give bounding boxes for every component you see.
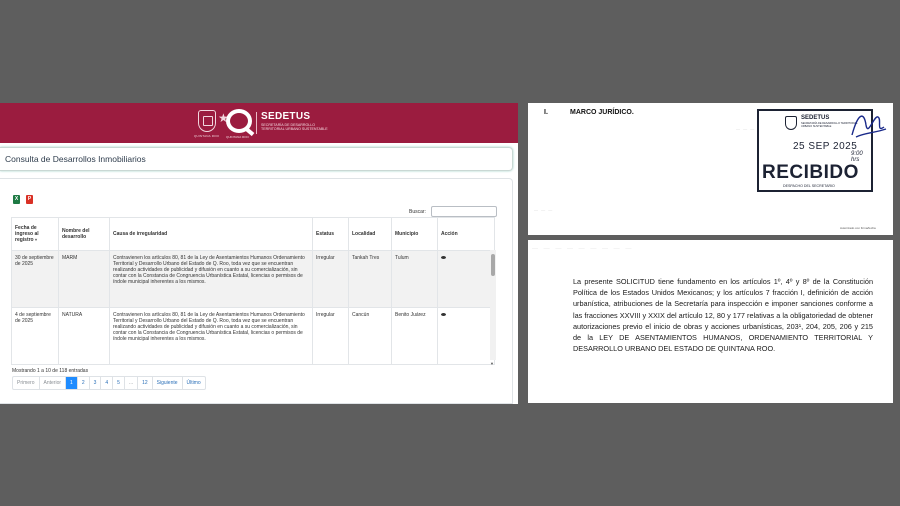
cell-municipio: Tulum xyxy=(392,251,438,308)
pagination-page[interactable]: 12 xyxy=(138,377,153,389)
pagination-first[interactable]: Primero xyxy=(13,377,40,389)
cell-localidad: Cancún xyxy=(349,308,392,365)
signature-icon xyxy=(848,107,888,147)
cell-accion xyxy=(438,308,495,365)
stamp-brand: SEDETUS xyxy=(801,115,830,121)
page-title: Consulta de Desarrollos Inmobiliarios xyxy=(5,154,146,164)
column-header-nombre[interactable]: Nombre del desarrollo xyxy=(59,218,110,251)
excel-export-icon[interactable]: X xyxy=(14,196,19,202)
quintana-roo-logo-icon xyxy=(226,109,252,133)
document-footer: Autorizado con firma/fecha xyxy=(840,226,876,230)
faint-text: — — — xyxy=(736,126,756,131)
cell-fecha: 4 de septiembre de 2025 xyxy=(12,308,59,365)
entries-info: Mostrando 1 a 10 de 118 entradas xyxy=(12,368,89,374)
developments-table xyxy=(11,217,495,365)
column-header-localidad[interactable]: Localidad xyxy=(349,218,392,251)
page-title-card xyxy=(0,147,513,171)
header-banner xyxy=(0,103,518,143)
q-logo-caption: QUINTANA ROO xyxy=(226,135,249,139)
pagination-page[interactable]: 4 xyxy=(101,377,113,389)
column-header-causa[interactable]: Causa de irregularidad xyxy=(110,218,313,251)
pagination-next[interactable]: Siguiente xyxy=(153,377,183,389)
column-header-fecha[interactable]: Fecha de ingreso al registro ▾ xyxy=(12,218,59,251)
scrollbar-thumb[interactable] xyxy=(491,254,495,276)
pagination-prev[interactable]: Anterior xyxy=(40,377,67,389)
document-text-panel xyxy=(528,240,893,403)
search-input[interactable] xyxy=(431,206,497,217)
seal-caption: QUINTANA ROO xyxy=(194,134,220,138)
table-scrollbar[interactable] xyxy=(490,250,496,360)
eye-icon[interactable] xyxy=(441,313,446,316)
pagination-ellipsis: ... xyxy=(125,377,138,389)
pagination-page[interactable]: 5 xyxy=(113,377,125,389)
cell-estatus: Irregular xyxy=(313,308,349,365)
column-header-accion: Acción xyxy=(438,218,495,251)
eye-icon[interactable] xyxy=(441,256,446,259)
cell-estatus: Irregular xyxy=(313,251,349,308)
stamp-time: 9:00 hrs xyxy=(851,151,863,163)
pagination xyxy=(12,376,206,390)
cell-nombre: NATURA xyxy=(59,308,110,365)
sedetus-web-panel xyxy=(0,103,518,404)
cell-accion xyxy=(438,251,495,308)
pagination-page[interactable]: 3 xyxy=(90,377,102,389)
cell-municipio: Benito Juárez xyxy=(392,308,438,365)
stamp-recibido: RECIBIDO xyxy=(762,162,859,183)
pagination-last[interactable]: Último xyxy=(186,380,201,386)
table-row xyxy=(12,308,495,365)
pagination-page[interactable]: 2 xyxy=(78,377,90,389)
document-stamp-panel xyxy=(528,103,893,235)
cell-nombre: MARM xyxy=(59,251,110,308)
table-header-row xyxy=(12,218,495,251)
cell-causa: Contravienen los artículos 80, 81 de la Ley de Asentamientos Humanos Ordenamiento Territorial y Desarrollo Urbano del Estado de Q. Roo, toda vez que se encuentran realizando actividades de publicidad y difusión en cuanto a su comercialización, sin contar con la Constancia de Congruencia Urbanística Estatal, licencias o permisos de índole municipal inherentes a los mismos. xyxy=(110,251,313,308)
faint-text: — — — — — — — — — xyxy=(532,246,634,252)
section-number: I. xyxy=(544,109,548,116)
faint-text: — — — xyxy=(534,207,554,212)
star-icon: ★ xyxy=(218,111,229,125)
section-heading: MARCO JURÍDICO. xyxy=(570,109,634,116)
cell-localidad: Tankah Tres xyxy=(349,251,392,308)
sort-arrow-icon: ▾ xyxy=(35,237,38,242)
pdf-export-icon[interactable]: P xyxy=(27,196,32,202)
sedetus-brand-subtitle: SECRETARÍA DE DESARROLLO TERRITORIAL URBANO SUSTENTABLE xyxy=(261,123,328,131)
legal-paragraph: La presente SOLICITUD tiene fundamento en los artículos 1º, 4º y 8º de la Constitución Política de los Estados Unidos Mexicanos; y los artículos 7 fracción I, definición de acción urbanística, atribuciones de la Secretaría para inspección e imponer sanciones conforme a las fracciones XXVIII y XXIX del artículo 12, 80 y 177 relativas a la obligatoriedad de obtener autorizaciones previo el inicio de obras y acciones urbanísticas, 203¹, 204, 205, 206 y 215 de la LEY DE ASENTAMIENTOS HUMANOS, ORDENAMIENTO TERRITORIAL Y DESARROLLO URBANO DEL ESTADO DE QUINTANA ROO. xyxy=(573,277,873,354)
sedetus-brand: SEDETUS xyxy=(261,111,311,122)
cell-causa: Contravienen los artículos 80, 81 de la Ley de Asentamientos Humanos Ordenamiento Territorial y Desarrollo Urbano del Estado de Q. Roo, toda vez que se encuentran realizando actividades de publicidad y difusión en cuanto a su comercialización, sin contar con la Constancia de Congruencia Urbanística Estatal, licencias o permisos de índole municipal inherentes a los mismos. xyxy=(110,308,313,365)
column-header-municipio[interactable]: Municipio xyxy=(392,218,438,251)
stamp-brand-subtitle: SECRETARÍA DE DESARROLLO TERRITORIAL URBANO SUSTENTABLE xyxy=(801,122,858,128)
banner-divider xyxy=(256,112,257,134)
scroll-down-arrow-icon[interactable]: ▼ xyxy=(490,361,494,366)
table-row xyxy=(12,251,495,308)
pagination-page[interactable]: 1 xyxy=(66,377,78,389)
state-seal-icon xyxy=(198,110,216,132)
stamp-seal-icon xyxy=(785,116,797,130)
results-card xyxy=(0,178,513,404)
stamp-despacho: DESPACHO DEL SECRETARIO xyxy=(783,184,835,188)
search-label: Buscar: xyxy=(409,209,426,215)
column-header-estatus[interactable]: Estatus xyxy=(313,218,349,251)
stamp-date: 25 SEP 2025 xyxy=(793,141,858,152)
cell-fecha: 30 de septiembre de 2025 xyxy=(12,251,59,308)
